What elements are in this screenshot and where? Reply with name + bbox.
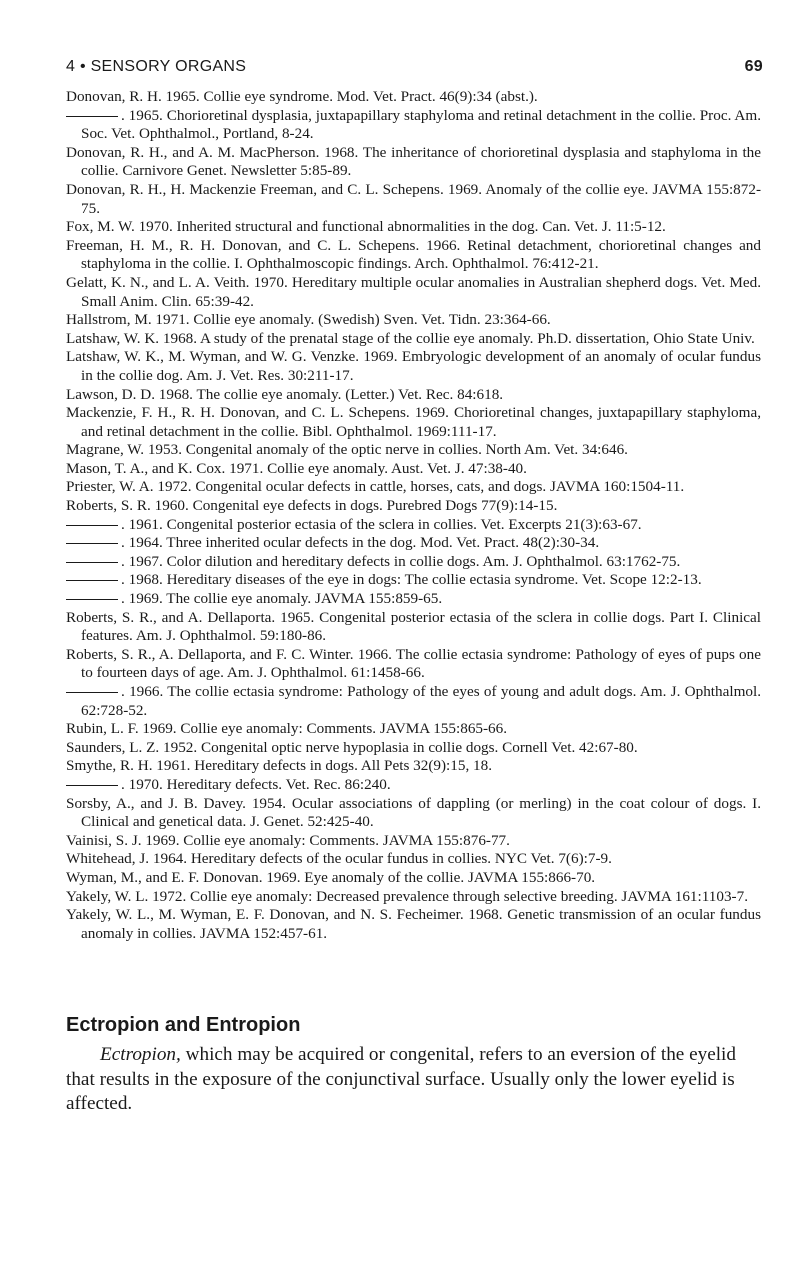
- reference-entry: [66, 497, 761, 516]
- running-header: [66, 58, 763, 76]
- repeat-author-rule: [66, 599, 118, 600]
- reference-entry: [66, 107, 761, 144]
- reference-text: Saunders, L. Z. 1952. Congenital optic nerve hypoplasia in collie dogs. Cornell Vet. 42:67-80.: [66, 738, 638, 756]
- repeat-author-rule: [66, 525, 118, 526]
- reference-text: Sorsby, A., and J. B. Davey. 1954. Ocular associations of dappling (or merling) in the coat colour of dogs. I. Clinical and genetical data. J. Genet. 52:425-40.: [66, 794, 761, 831]
- reference-entry: [66, 850, 761, 869]
- reference-entry: [66, 888, 761, 907]
- lead-term: Ectropion,: [100, 1044, 181, 1065]
- reference-text: Hallstrom, M. 1971. Collie eye anomaly. (Swedish) Sven. Vet. Tidn. 23:364-66.: [66, 311, 551, 329]
- page-number: 69: [744, 58, 763, 75]
- reference-text: . 1961. Congenital posterior ectasia of the sclera in collies. Vet. Excerpts 21(3):63-67.: [121, 515, 642, 533]
- reference-entry: [66, 683, 761, 720]
- reference-text: Gelatt, K. N., and L. A. Veith. 1970. Hereditary multiple ocular anomalies in Australian shepherd dogs. Vet. Med. Small Anim. Clin. 65:39-42.: [66, 273, 761, 310]
- reference-text: Priester, W. A. 1972. Congenital ocular defects in cattle, horses, cats, and dogs. JAVMA 160:1504-11.: [66, 478, 685, 496]
- reference-entry: [66, 311, 761, 330]
- reference-text: Roberts, S. R., and A. Dellaporta. 1965. Congenital posterior ectasia of the sclera in collie dogs. Part I. Clinical features. Am. J. Ophthalmol. 59:180-86.: [66, 608, 761, 645]
- reference-text: . 1968. Hereditary diseases of the eye in dogs: The collie ectasia syndrome. Vet. Scope 12:2-13.: [121, 571, 702, 589]
- reference-entry: [66, 144, 761, 181]
- reference-text: . 1966. The collie ectasia syndrome: Pathology of the eyes of young and adult dogs. Am. J. Ophthalmol. 62:728-52.: [81, 683, 761, 719]
- reference-text: Wyman, M., and E. F. Donovan. 1969. Eye anomaly of the collie. JAVMA 155:866-70.: [66, 868, 596, 886]
- reference-text: Yakely, W. L. 1972. Collie eye anomaly: Decreased prevalence through selective breeding. JAVMA 161:1103-7.: [66, 887, 749, 905]
- reference-entry: [66, 478, 761, 497]
- reference-entry: [66, 757, 761, 776]
- reference-entry: [66, 441, 761, 460]
- reference-text: . 1964. Three inherited ocular defects in the dog. Mod. Vet. Pract. 48(2):30-34.: [121, 534, 600, 552]
- reference-text: Fox, M. W. 1970. Inherited structural and functional abnormalities in the dog. Can. Vet. J. 11:5-12.: [66, 218, 666, 236]
- section-heading: Ectropion and Entropion: [66, 1014, 301, 1036]
- reference-entry: [66, 218, 761, 237]
- reference-entry: [66, 330, 761, 349]
- reference-entry: [66, 646, 761, 683]
- paragraph-body: which may be acquired or congenital, refers to an eversion of the eyelid that results in the exposure of the conjunctival surface. Usually only the lower eyelid is affected.: [66, 1044, 736, 1114]
- reference-text: . 1969. The collie eye anomaly. JAVMA 155:859-65.: [121, 590, 443, 608]
- reference-text: Mackenzie, F. H., R. H. Donovan, and C. L. Schepens. 1969. Chorioretinal changes, juxtapapillary staphyloma, and retinal detachment in the collie. Bibl. Ophthalmol. 1969:111-17.: [66, 404, 761, 440]
- reference-entry: [66, 181, 761, 218]
- reference-entry: [66, 590, 761, 609]
- reference-text: Lawson, D. D. 1968. The collie eye anomaly. (Letter.) Vet. Rec. 84:618.: [66, 385, 504, 403]
- reference-text: . 1965. Chorioretinal dysplasia, juxtapapillary staphyloma and retinal detachment in the collie. Proc. Am. Soc. Vet. Ophthalmol., Portland, 8-24.: [81, 106, 761, 143]
- reference-text: Latshaw, W. K. 1968. A study of the prenatal stage of the collie eye anomaly. Ph.D. dissertation, Ohio State Univ.: [66, 329, 755, 347]
- reference-entry: [66, 386, 761, 405]
- repeat-author-rule: [66, 562, 118, 563]
- reference-entry: [66, 348, 761, 385]
- repeat-author-rule: [66, 580, 118, 581]
- reference-text: Magrane, W. 1953. Congenital anomaly of the optic nerve in collies. North Am. Vet. 34:646.: [66, 441, 628, 459]
- reference-entry: [66, 274, 761, 311]
- reference-entry: [66, 832, 761, 851]
- reference-entry: [66, 88, 761, 107]
- reference-text: Donovan, R. H., H. Mackenzie Freeman, and C. L. Schepens. 1969. Anomaly of the collie eye. JAVMA 155:872-75.: [66, 180, 761, 217]
- reference-entry: [66, 795, 761, 832]
- reference-entry: [66, 460, 761, 479]
- repeat-author-rule: [66, 785, 118, 786]
- reference-entry: [66, 776, 761, 795]
- reference-entry: [66, 739, 761, 758]
- reference-text: Rubin, L. F. 1969. Collie eye anomaly: Comments. JAVMA 155:865-66.: [66, 720, 508, 738]
- reference-text: Vainisi, S. J. 1969. Collie eye anomaly: Comments. JAVMA 155:876-77.: [66, 831, 510, 849]
- reference-text: Donovan, R. H., and A. M. MacPherson. 1968. The inheritance of chorioretinal dysplasia and staphyloma in the collie. Carnivore Genet. Newsletter 5:85-89.: [66, 143, 761, 180]
- reference-text: Roberts, S. R., A. Dellaporta, and F. C. Winter. 1966. The collie ectasia syndrome: Pathology of eyes of pups one to fourteen days of age. Am. J. Ophthalmol. 61:1458-66.: [66, 645, 761, 682]
- reference-entry: [66, 720, 761, 739]
- reference-text: Mason, T. A., and K. Cox. 1971. Collie eye anomaly. Aust. Vet. J. 47:38-40.: [66, 459, 527, 477]
- chapter-title: 4 • SENSORY ORGANS: [66, 58, 247, 75]
- reference-entry: [66, 609, 761, 646]
- reference-text: Smythe, R. H. 1961. Hereditary defects in dogs. All Pets 32(9):15, 18.: [66, 757, 493, 775]
- section-paragraph: [66, 1043, 761, 1117]
- reference-text: Freeman, H. M., R. H. Donovan, and C. L. Schepens. 1966. Retinal detachment, chorioretinal changes and staphyloma in the collie. I. Ophthalmoscopic findings. Arch. Ophthalmol. 76:412-21.: [66, 236, 761, 273]
- reference-entry: [66, 906, 761, 943]
- reference-text: . 1967. Color dilution and hereditary defects in collie dogs. Am. J. Ophthalmol. 63:1762-75.: [121, 552, 681, 570]
- reference-list: [66, 88, 761, 943]
- repeat-author-rule: [66, 116, 118, 117]
- reference-text: Roberts, S. R. 1960. Congenital eye defects in dogs. Purebred Dogs 77(9):14-15.: [66, 497, 558, 515]
- reference-entry: [66, 237, 761, 274]
- reference-entry: [66, 571, 761, 590]
- reference-text: Donovan, R. H. 1965. Collie eye syndrome. Mod. Vet. Pract. 46(9):34 (abst.).: [66, 88, 538, 105]
- reference-text: Whitehead, J. 1964. Hereditary defects of the ocular fundus in collies. NYC Vet. 7(6):7-9.: [66, 850, 612, 868]
- reference-entry: [66, 869, 761, 888]
- section-ectropion-entropion: [66, 1014, 761, 1117]
- reference-entry: [66, 516, 761, 535]
- repeat-author-rule: [66, 692, 118, 693]
- reference-entry: [66, 553, 761, 572]
- reference-text: . 1970. Hereditary defects. Vet. Rec. 86:240.: [121, 775, 391, 793]
- repeat-author-rule: [66, 543, 118, 544]
- reference-text: Yakely, W. L., M. Wyman, E. F. Donovan, and N. S. Fecheimer. 1968. Genetic transmission of an ocular fundus anomaly in collies. JAVMA 152:457-61.: [66, 906, 761, 942]
- reference-text: Latshaw, W. K., M. Wyman, and W. G. Venzke. 1969. Embryologic development of an anomaly of ocular fundus in the collie dog. Am. J. Vet. Res. 30:211-17.: [66, 348, 761, 384]
- reference-entry: [66, 404, 761, 441]
- reference-entry: [66, 534, 761, 553]
